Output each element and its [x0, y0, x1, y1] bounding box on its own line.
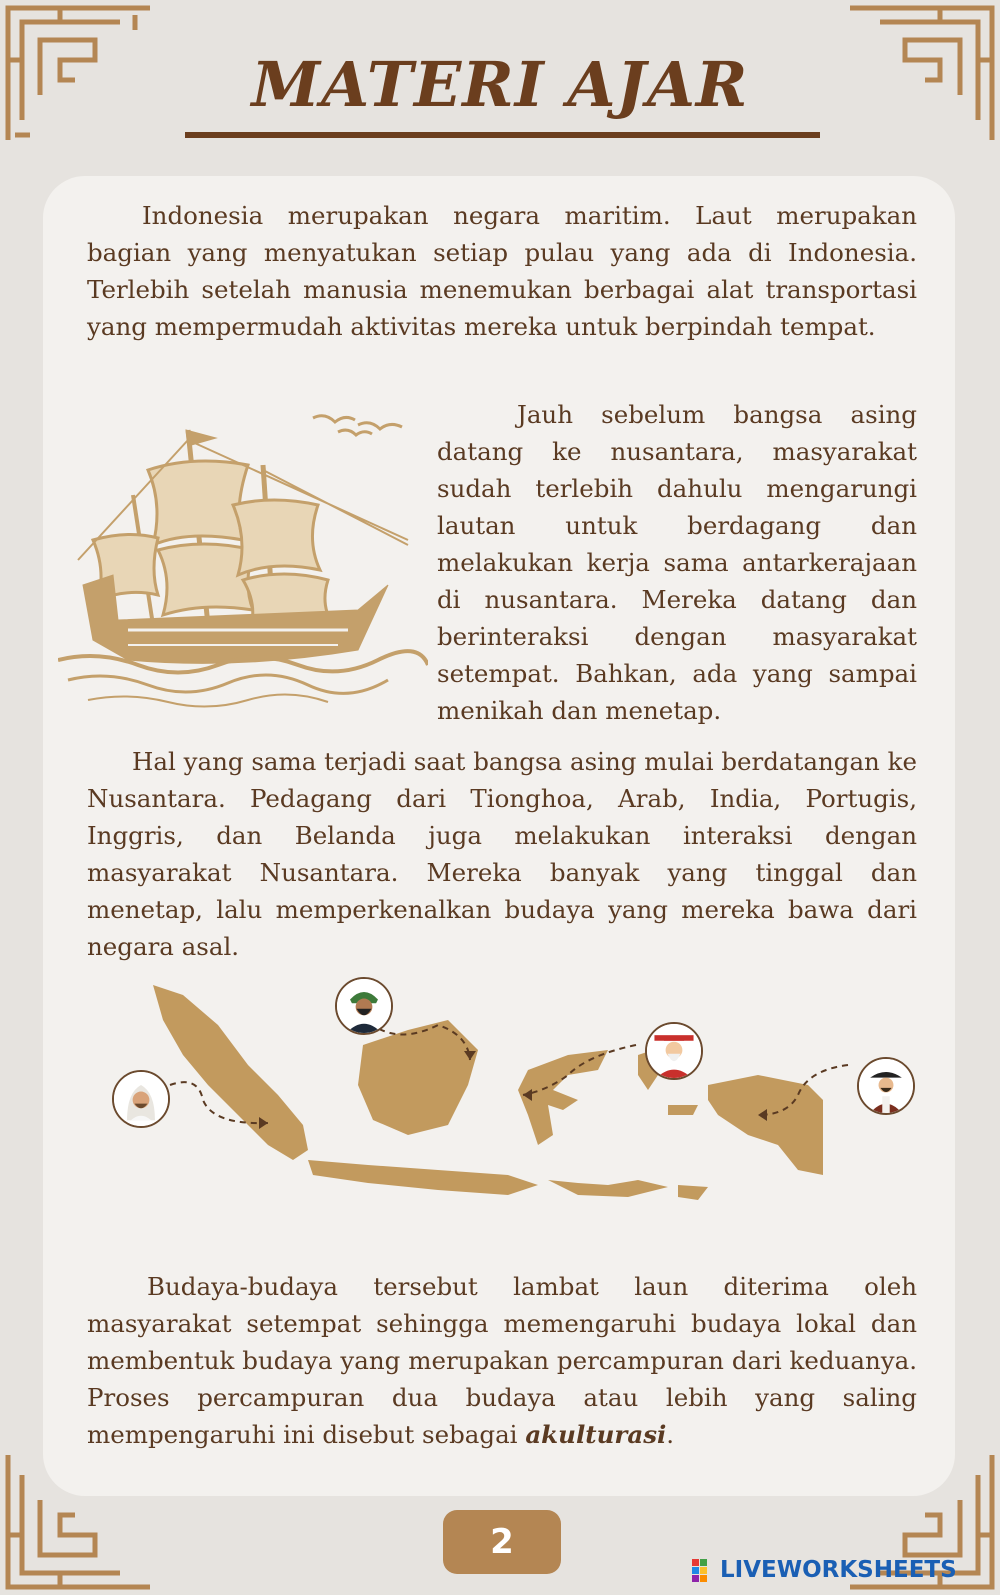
paragraph-foreign-traders: Hal yang sama terjadi saat bangsa asing mulai berdatangan ke Nusantara. Pedagang dari Tionghoa, Arab, India, Portugis, Inggris, dan Belanda juga melakukan interaksi dengan masyarakat Nusantara. Mereka banyak yang tinggal dan menetap, lalu memperkenalkan budaya yang mereka bawa dari negara asal. [87, 747, 917, 961]
indian-trader-icon [335, 977, 393, 1035]
page-number-badge: 2 [443, 1510, 561, 1574]
brand-name: LIVEWORKSHEETS [720, 1557, 957, 1583]
chinese-trader-icon [645, 1022, 703, 1080]
paragraph-acculturation [87, 1268, 917, 1453]
page-title: MATERI AJAR [251, 48, 749, 121]
indonesia-map-illustration [108, 975, 923, 1265]
liveworksheets-brand[interactable] [692, 1555, 957, 1585]
paragraph-acculturation-text: Budaya-budaya tersebut lambat laun diterima oleh masyarakat setempat sehingga memengaruhi budaya lokal dan membentuk budaya yang merupakan percampuran dari keduanya. Proses percampuran dua budaya atau lebih yang saling mempengaruhi ini disebut sebagai [87, 1272, 917, 1449]
paragraph-acculturation-end: . [666, 1420, 675, 1449]
sailing-ship-illustration [58, 410, 428, 715]
european-trader-icon [857, 1057, 915, 1115]
liveworksheets-logo-icon [692, 1557, 716, 1583]
paragraph-intro: Indonesia merupakan negara maritim. Laut merupakan bagian yang menyatukan setiap pulau yang ada di Indonesia. Terlebih setelah manusia menemukan berbagai alat transportasi yang mempermudah aktivitas mereka untuk berpindah tempat. [87, 201, 917, 341]
term-akulturasi: akulturasi [525, 1420, 667, 1449]
title-underline [185, 132, 820, 138]
paragraph-seafaring: Jauh sebelum bangsa asing datang ke nusantara, masyarakat sudah terlebih dahulu mengarungi lautan untuk berdagang dan melakukan kerja sama antarkerajaan di nusantara. Mereka datang dan berinteraksi dengan masyarakat setempat. Bahkan, ada yang sampai menikah dan menetap. [437, 400, 917, 725]
arab-trader-icon [112, 1070, 170, 1128]
